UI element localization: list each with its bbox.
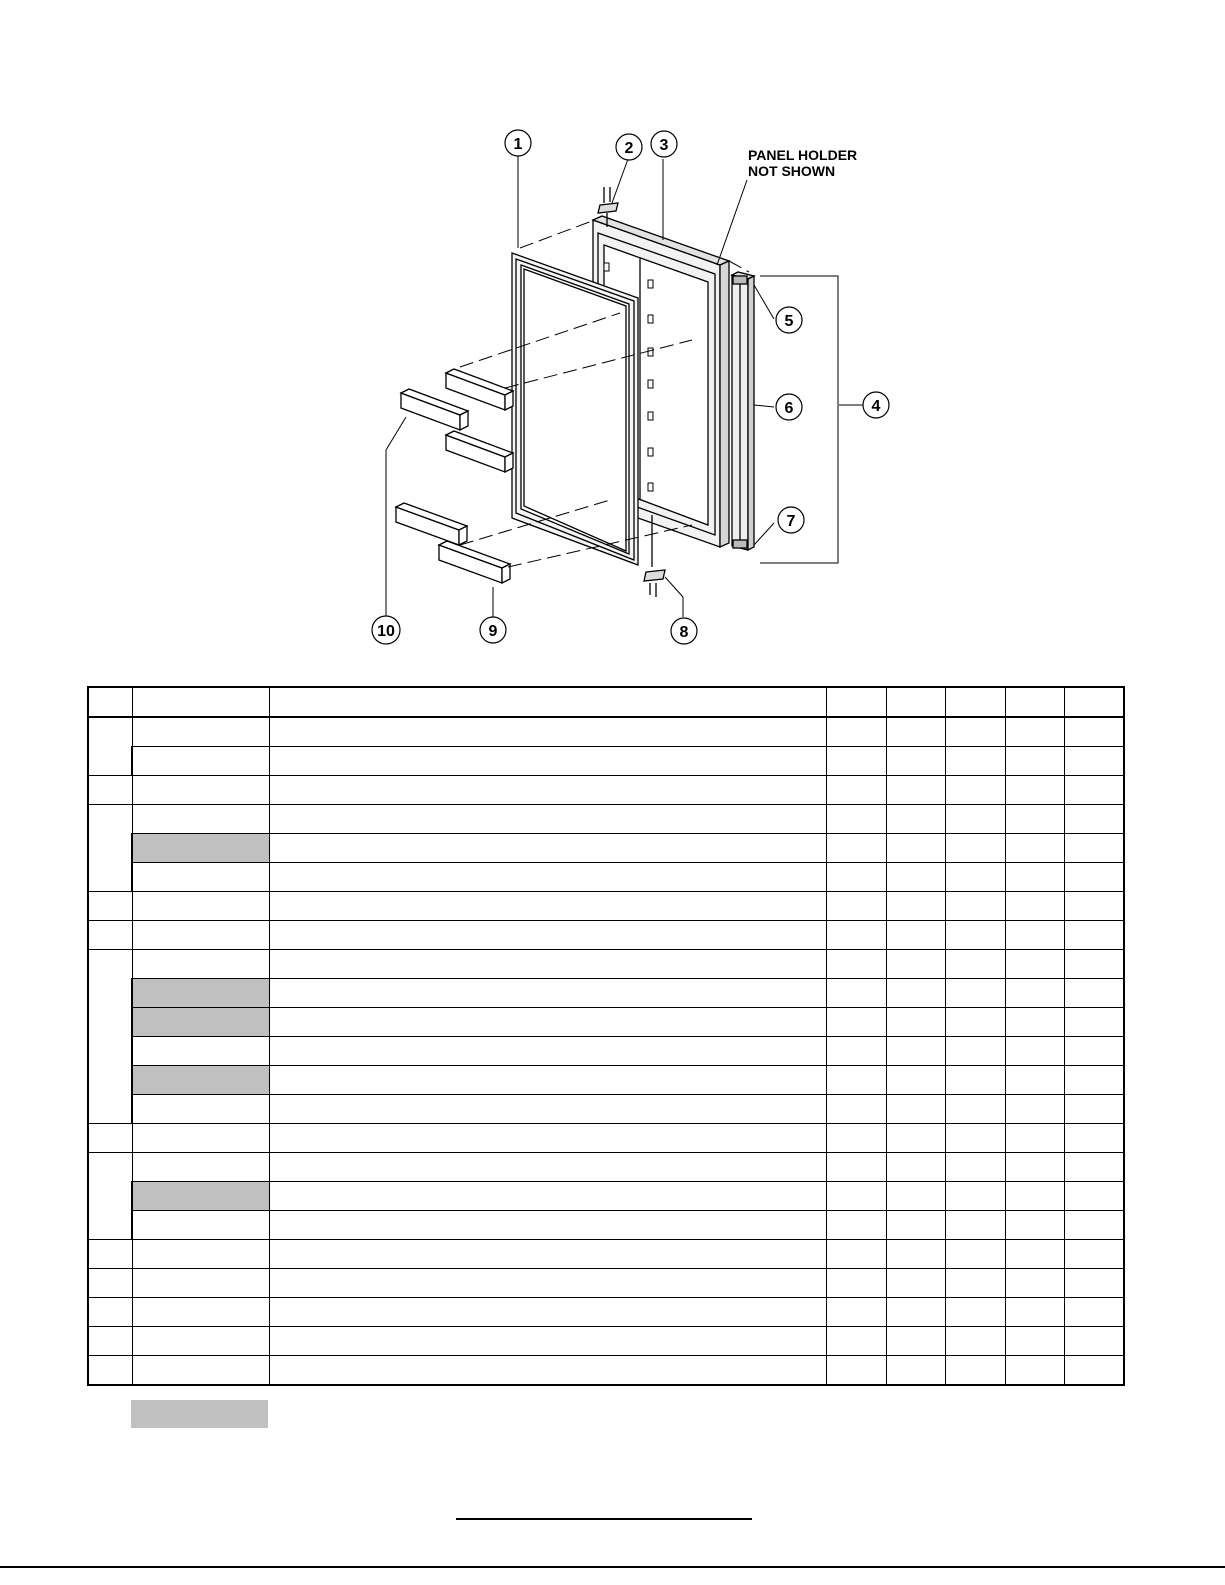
model-cell [1064, 834, 1124, 863]
description-cell [269, 805, 826, 834]
model-cell [945, 776, 1005, 805]
model-cell [1005, 1211, 1064, 1240]
part-number-cell [132, 1240, 269, 1269]
part-number-cell [132, 1095, 269, 1124]
model-cell [826, 892, 886, 921]
model-cell [826, 1211, 886, 1240]
model-cell [886, 1008, 945, 1037]
part-number-cell [132, 1269, 269, 1298]
svg-text:4: 4 [871, 398, 881, 415]
model-cell [1005, 921, 1064, 950]
model-cell [945, 892, 1005, 921]
model-cell [1064, 863, 1124, 892]
description-cell [269, 1211, 826, 1240]
model-cell [1064, 1066, 1124, 1095]
svg-text:1: 1 [513, 136, 523, 153]
model-cell [945, 1008, 1005, 1037]
model-cell [826, 950, 886, 979]
model-cell [1005, 1327, 1064, 1356]
description-cell [269, 1356, 826, 1386]
model-cell [1064, 979, 1124, 1008]
part-number-cell [132, 717, 269, 747]
item-number-cell [88, 717, 132, 776]
model-cell [1064, 1211, 1124, 1240]
part-number-cell [132, 747, 269, 776]
model-cell [886, 892, 945, 921]
model-cell [1005, 834, 1064, 863]
model-cell [1064, 1153, 1124, 1182]
model-cell [1005, 1153, 1064, 1182]
model-cell [886, 921, 945, 950]
svg-text:2: 2 [624, 140, 634, 157]
callout-3 [651, 131, 677, 157]
model-cell [1064, 950, 1124, 979]
parts-table [87, 686, 1125, 1386]
model-cell [826, 776, 886, 805]
header-row [88, 687, 1124, 717]
bin-lower-left [396, 503, 467, 545]
model-cell [886, 1298, 945, 1327]
model-cell [886, 747, 945, 776]
model-cell [886, 1269, 945, 1298]
model-cell [886, 805, 945, 834]
table-row [88, 1240, 1124, 1269]
model-cell [1064, 1182, 1124, 1211]
model-cell [1005, 950, 1064, 979]
table-row [88, 834, 1124, 863]
model-cell [1064, 1356, 1124, 1386]
description-cell [269, 863, 826, 892]
part-number-cell [132, 892, 269, 921]
model-cell [945, 747, 1005, 776]
item-number-cell [88, 776, 132, 805]
model-cell [1005, 1182, 1064, 1211]
description-cell [269, 747, 826, 776]
bin-top-right [446, 369, 513, 410]
panel-holder-note [748, 147, 857, 179]
part-number-cell [132, 1124, 269, 1153]
table-row [88, 1124, 1124, 1153]
table-row [88, 1037, 1124, 1066]
description-cell [269, 1269, 826, 1298]
item-number-cell [88, 1298, 132, 1327]
model-cell [886, 1066, 945, 1095]
table-row [88, 1153, 1124, 1182]
model-cell [1005, 863, 1064, 892]
table-row [88, 776, 1124, 805]
model-cell [945, 805, 1005, 834]
model-cell [886, 717, 945, 747]
model-cell [886, 1153, 945, 1182]
part-number-cell [132, 1211, 269, 1240]
model-cell [826, 1124, 886, 1153]
item-number-cell [88, 1124, 132, 1153]
table-row [88, 1182, 1124, 1211]
callout-1 [505, 130, 531, 156]
part-number-cell [132, 1153, 269, 1182]
model-cell [945, 921, 1005, 950]
model-cell [945, 834, 1005, 863]
model-cell [1064, 1240, 1124, 1269]
model-cell [826, 863, 886, 892]
item-number-cell [88, 892, 132, 921]
model-cell [886, 1182, 945, 1211]
model-cell [1064, 717, 1124, 747]
model-cell [945, 1124, 1005, 1153]
parts-body [88, 717, 1124, 1385]
part-number-cell [132, 1008, 269, 1037]
description-cell [269, 1124, 826, 1153]
note-line-1: PANEL HOLDER [748, 147, 858, 163]
model-cell [1005, 1124, 1064, 1153]
model-cell [826, 1269, 886, 1298]
description-cell [269, 892, 826, 921]
model-cell [945, 1037, 1005, 1066]
model-cell [826, 1095, 886, 1124]
model-cell [945, 717, 1005, 747]
model-cell [945, 950, 1005, 979]
model-cell [826, 979, 886, 1008]
part-number-cell [132, 776, 269, 805]
model-cell [1064, 892, 1124, 921]
model-cell [886, 1095, 945, 1124]
page-bottom-rule [0, 1566, 1225, 1568]
side-trim [732, 272, 754, 550]
table-row [88, 1327, 1124, 1356]
model-cell [1005, 892, 1064, 921]
part-number-cell [132, 1066, 269, 1095]
model-cell [886, 1037, 945, 1066]
model-cell [886, 950, 945, 979]
model-cell [886, 979, 945, 1008]
callout-7 [778, 507, 804, 533]
model-cell [945, 1356, 1005, 1386]
shaded-legend-swatch [131, 1400, 268, 1428]
description-cell [269, 921, 826, 950]
table-row [88, 717, 1124, 747]
model-cell [1005, 1008, 1064, 1037]
item-number-cell [88, 1269, 132, 1298]
model-cell [945, 1298, 1005, 1327]
model-cell [1005, 1037, 1064, 1066]
model-cell [945, 1066, 1005, 1095]
part-number-cell [132, 1327, 269, 1356]
model-cell [1064, 1327, 1124, 1356]
table-row [88, 747, 1124, 776]
description-cell [269, 1008, 826, 1037]
svg-text:10: 10 [377, 623, 395, 640]
model-cell [826, 805, 886, 834]
part-number-cell [132, 1037, 269, 1066]
item-number-cell [88, 950, 132, 1124]
item-number-cell [88, 1327, 132, 1356]
description-cell [269, 1153, 826, 1182]
model-cell [826, 1240, 886, 1269]
model-cell [1064, 747, 1124, 776]
model-cell [826, 1153, 886, 1182]
model-cell [1005, 1240, 1064, 1269]
callout-4 [863, 392, 889, 418]
model-cell [1064, 1124, 1124, 1153]
model-cell [826, 1182, 886, 1211]
model-cell [826, 834, 886, 863]
table-row [88, 1095, 1124, 1124]
model-cell [1064, 776, 1124, 805]
table-row [88, 1269, 1124, 1298]
description-cell [269, 1037, 826, 1066]
model-cell [945, 1269, 1005, 1298]
description-cell [269, 1066, 826, 1095]
item-number-cell [88, 805, 132, 892]
model-cell [886, 1211, 945, 1240]
door-gasket [512, 253, 638, 565]
model-cell [1064, 805, 1124, 834]
svg-text:8: 8 [679, 624, 689, 641]
model-cell [826, 1066, 886, 1095]
svg-text:7: 7 [786, 513, 796, 530]
model-cell [1005, 1095, 1064, 1124]
part-number-cell [132, 1182, 269, 1211]
description-cell [269, 776, 826, 805]
table-row [88, 979, 1124, 1008]
item-number-cell [88, 1153, 132, 1240]
model-cell [945, 979, 1005, 1008]
model-cell [826, 1298, 886, 1327]
part-number-cell [132, 834, 269, 863]
callout-2 [616, 134, 642, 160]
model-cell [1064, 1095, 1124, 1124]
model-cell [1005, 717, 1064, 747]
model-cell [826, 747, 886, 776]
model-cell [1005, 1356, 1064, 1386]
callout-5 [776, 307, 802, 333]
model-cell [945, 1327, 1005, 1356]
model-cell [945, 1240, 1005, 1269]
model-cell [1005, 776, 1064, 805]
description-cell [269, 950, 826, 979]
table-row [88, 892, 1124, 921]
model-cell [826, 1356, 886, 1386]
door-bins [396, 369, 513, 583]
model-cell [886, 776, 945, 805]
model-cell [945, 1095, 1005, 1124]
description-cell [269, 1240, 826, 1269]
model-cell [945, 1182, 1005, 1211]
description-cell [269, 1095, 826, 1124]
svg-text:5: 5 [784, 313, 794, 330]
model-cell [886, 1240, 945, 1269]
part-number-cell [132, 1298, 269, 1327]
callout-10 [372, 616, 400, 644]
part-number-cell [132, 863, 269, 892]
description-cell [269, 979, 826, 1008]
bin-lower-right [439, 541, 510, 583]
description-cell [269, 1327, 826, 1356]
model-cell [886, 1327, 945, 1356]
description-cell [269, 717, 826, 747]
model-cell [945, 863, 1005, 892]
part-number-cell [132, 979, 269, 1008]
table-row [88, 1066, 1124, 1095]
part-number-cell [132, 921, 269, 950]
table-row [88, 863, 1124, 892]
model-cell [826, 921, 886, 950]
footer-rule [456, 1518, 752, 1520]
model-cell [1064, 1298, 1124, 1327]
part-number-cell [132, 1356, 269, 1386]
model-cell [826, 717, 886, 747]
model-cell [1064, 1037, 1124, 1066]
model-cell [826, 1037, 886, 1066]
model-cell [1064, 921, 1124, 950]
model-cell [886, 1356, 945, 1386]
bin-middle [446, 431, 513, 472]
model-cell [886, 863, 945, 892]
note-line-2: NOT SHOWN [748, 163, 836, 179]
table-row [88, 1211, 1124, 1240]
table-row [88, 1008, 1124, 1037]
model-cell [945, 1211, 1005, 1240]
part-number-cell [132, 950, 269, 979]
model-cell [1005, 1298, 1064, 1327]
part-number-cell [132, 805, 269, 834]
model-cell [886, 834, 945, 863]
description-cell [269, 1182, 826, 1211]
item-number-cell [88, 921, 132, 950]
model-cell [1064, 1269, 1124, 1298]
callout-8 [671, 618, 697, 644]
item-number-cell [88, 1240, 132, 1269]
model-cell [1005, 1066, 1064, 1095]
model-cell [826, 1008, 886, 1037]
model-cell [1005, 805, 1064, 834]
svg-text:3: 3 [659, 137, 669, 154]
table-row [88, 950, 1124, 979]
model-cell [1064, 1008, 1124, 1037]
model-cell [1005, 1269, 1064, 1298]
item-number-cell [88, 1356, 132, 1386]
callout-9 [480, 617, 506, 643]
model-cell [945, 1153, 1005, 1182]
svg-text:9: 9 [488, 623, 498, 640]
svg-text:6: 6 [784, 400, 794, 417]
description-cell [269, 834, 826, 863]
bottom-hinge [644, 515, 665, 597]
bin-left [401, 389, 468, 430]
exploded-door-diagram [340, 105, 932, 670]
model-cell [1005, 747, 1064, 776]
table-row [88, 1356, 1124, 1386]
table-row [88, 805, 1124, 834]
model-cell [1005, 979, 1064, 1008]
model-cell [826, 1327, 886, 1356]
description-cell [269, 1298, 826, 1327]
callout-6 [776, 394, 802, 420]
table-row [88, 1298, 1124, 1327]
table-row [88, 921, 1124, 950]
model-cell [886, 1124, 945, 1153]
